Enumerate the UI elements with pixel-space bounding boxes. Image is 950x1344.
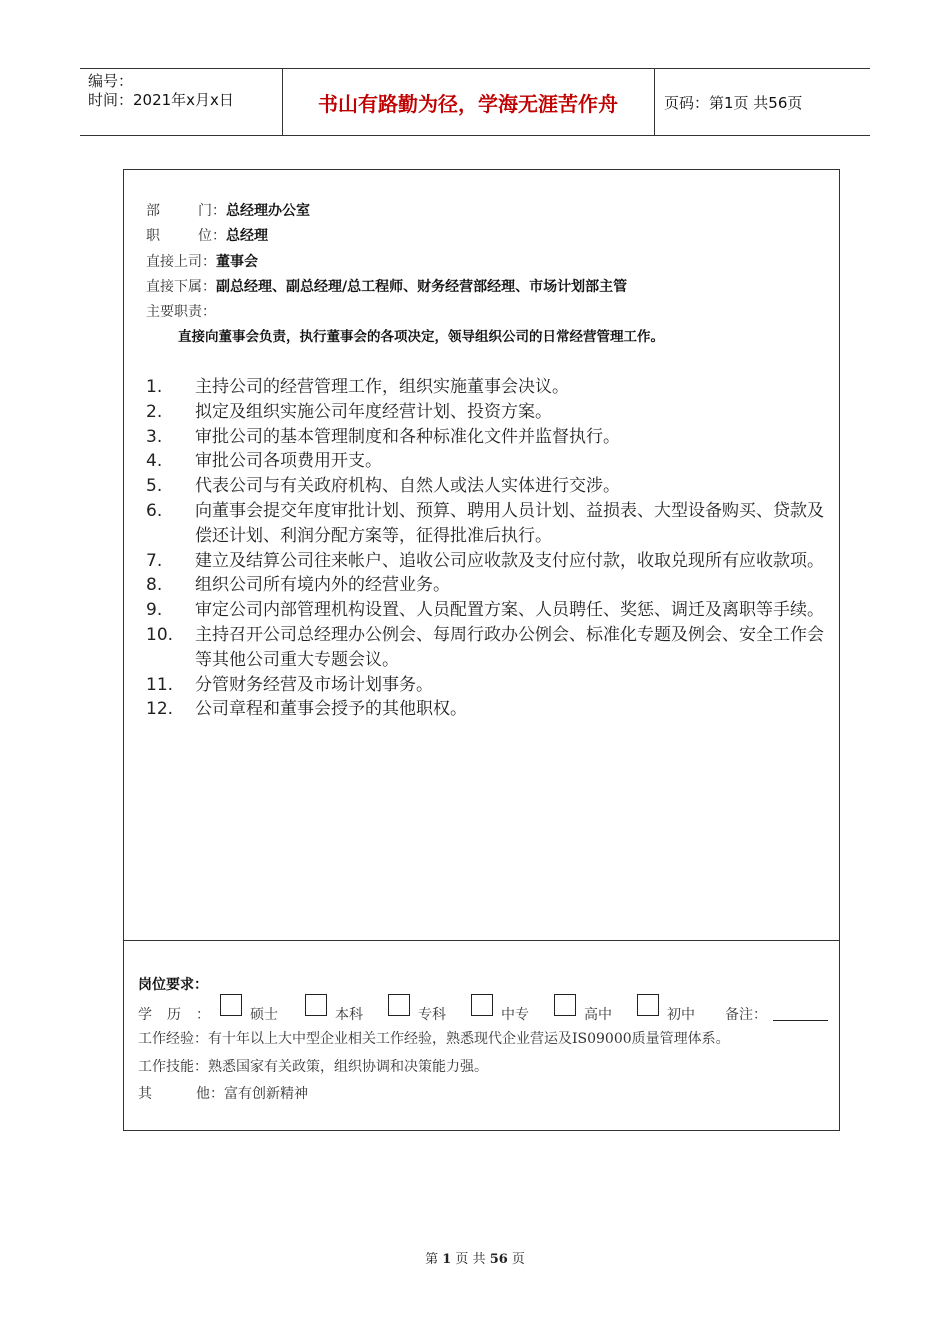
department-row xyxy=(146,202,310,220)
time-label: 时间：2021年x月x日 xyxy=(88,91,234,109)
education-option-label: 初中 xyxy=(667,1007,695,1023)
subordinates-label: 直接下属： xyxy=(146,279,216,295)
duty-number: 4. xyxy=(146,451,163,472)
remark-input-line[interactable] xyxy=(773,1020,828,1021)
other-label: 其他 xyxy=(138,1086,210,1102)
duty-text: 主持召开公司总经理办公例会、每周行政办公例会、标准化专题及例会、安全工作会等其他公司重大专题会议。 xyxy=(195,624,824,670)
requirements-title: 岗位要求： xyxy=(138,977,208,993)
duties-label: 主要职责： xyxy=(146,304,216,320)
skills-label: 工作技能： xyxy=(138,1059,208,1075)
footer-total-pages: 56 xyxy=(489,1252,508,1267)
experience-row xyxy=(138,1030,730,1048)
page-number-label: 页码：第1页 共56页 xyxy=(664,94,803,112)
skills-value: 熟悉国家有关政策，组织协调和决策能力强。 xyxy=(208,1059,488,1075)
education-checkbox[interactable] xyxy=(554,994,576,1016)
superior-value: 董事会 xyxy=(216,254,258,270)
duty-text: 主持公司的经营管理工作，组织实施董事会决议。 xyxy=(195,377,569,397)
footer-pre: 第 xyxy=(425,1252,439,1267)
duty-item xyxy=(146,623,834,673)
education-option-label: 本科 xyxy=(335,1007,363,1023)
education-checkbox[interactable] xyxy=(305,994,327,1016)
duties-summary: 直接向董事会负责，执行董事会的各项决定，领导组织公司的日常经营管理工作。 xyxy=(178,329,664,345)
education-label: 学历： xyxy=(138,1007,210,1023)
education-option-label: 硕士 xyxy=(250,1007,278,1023)
position-value: 总经理 xyxy=(226,228,268,244)
footer-page-number: 1 xyxy=(442,1252,452,1267)
duty-item xyxy=(146,449,834,474)
education-option-label: 专科 xyxy=(418,1007,446,1023)
header-top-rule xyxy=(80,68,870,69)
remark-label: 备注： xyxy=(725,1007,767,1023)
subordinates-row xyxy=(146,278,627,296)
duty-list xyxy=(146,375,834,722)
duty-number: 12. xyxy=(146,699,174,720)
duty-text: 审批公司各项费用开支。 xyxy=(195,451,382,472)
duty-text: 建立及结算公司往来帐户、追收公司应收款及支付应付款，收取兑现所有应收款项。 xyxy=(195,550,824,571)
duty-number: 5. xyxy=(146,476,163,497)
duty-number: 7. xyxy=(146,550,163,571)
colon: ： xyxy=(212,228,226,244)
duty-item xyxy=(146,400,834,425)
duty-item xyxy=(146,697,834,722)
duty-number: 6. xyxy=(146,500,163,521)
duty-number: 1. xyxy=(146,377,163,397)
duty-text: 审定公司内部管理机构设置、人员配置方案、人员聘任、奖惩、调迁及离职等手续。 xyxy=(195,600,824,621)
position-label: 职位 xyxy=(146,228,212,244)
subordinates-value: 副总经理、副总经理/总工程师、财务经营部经理、市场计划部主管 xyxy=(216,279,628,295)
experience-value: 有十年以上大中型企业相关工作经验，熟悉现代企业营运及IS09000质量管理体系。 xyxy=(208,1031,730,1047)
page-footer xyxy=(0,1248,950,1267)
footer-mid: 页 共 xyxy=(455,1252,486,1267)
duty-item xyxy=(146,474,834,499)
education-option-label: 中专 xyxy=(501,1007,529,1023)
duty-number: 3. xyxy=(146,426,163,447)
other-value: 富有创新精神 xyxy=(224,1086,308,1102)
serial-label: 编号： xyxy=(88,72,134,90)
education-checkbox[interactable] xyxy=(471,994,493,1016)
duty-number: 9. xyxy=(146,600,163,621)
duty-number: 8. xyxy=(146,575,163,596)
duty-item xyxy=(146,375,834,400)
skills-row xyxy=(138,1058,488,1076)
duty-number: 11. xyxy=(146,674,174,695)
colon: ： xyxy=(212,203,226,219)
duty-text: 审批公司的基本管理制度和各种标准化文件并监督执行。 xyxy=(195,426,620,447)
other-row xyxy=(138,1085,308,1103)
duty-item xyxy=(146,425,834,450)
header-divider-left xyxy=(282,68,283,136)
education-checkbox[interactable] xyxy=(637,994,659,1016)
duty-item xyxy=(146,598,834,623)
duty-text: 拟定及组织实施公司年度经营计划、投资方案。 xyxy=(195,401,552,422)
education-checkbox[interactable] xyxy=(388,994,410,1016)
header-divider-right xyxy=(654,68,655,136)
duty-item xyxy=(146,673,834,698)
duty-text: 公司章程和董事会授予的其他职权。 xyxy=(195,699,467,720)
duty-item xyxy=(146,499,834,549)
duty-text: 向董事会提交年度审批计划、预算、聘用人员计划、益损表、大型设备购买、贷款及偿还计划、利润分配方案等，征得批准后执行。 xyxy=(195,500,824,546)
duty-number: 2. xyxy=(146,401,163,422)
department-label: 部门 xyxy=(146,203,212,219)
duty-text: 代表公司与有关政府机构、自然人或法人实体进行交涉。 xyxy=(195,476,620,497)
duty-item xyxy=(146,549,834,574)
header-bottom-rule xyxy=(80,135,870,136)
education-label-wrap xyxy=(138,1004,210,1024)
duty-text: 组织公司所有境内外的经营业务。 xyxy=(195,575,450,596)
education-option-label: 高中 xyxy=(584,1007,612,1023)
duty-item xyxy=(146,573,834,598)
colon: ： xyxy=(210,1086,224,1102)
department-value: 总经理办公室 xyxy=(226,203,310,219)
duty-text: 分管财务经营及市场计划事务。 xyxy=(195,674,433,695)
education-checkbox[interactable] xyxy=(220,994,242,1016)
position-row xyxy=(146,227,268,245)
duty-number: 10. xyxy=(146,624,174,645)
experience-label: 工作经验： xyxy=(138,1031,208,1047)
superior-label: 直接上司： xyxy=(146,254,216,270)
table-section-divider xyxy=(123,940,840,941)
superior-row xyxy=(146,253,258,271)
header-motto: 书山有路勤为径，学海无涯苦作舟 xyxy=(318,92,618,116)
footer-post: 页 xyxy=(511,1252,525,1267)
